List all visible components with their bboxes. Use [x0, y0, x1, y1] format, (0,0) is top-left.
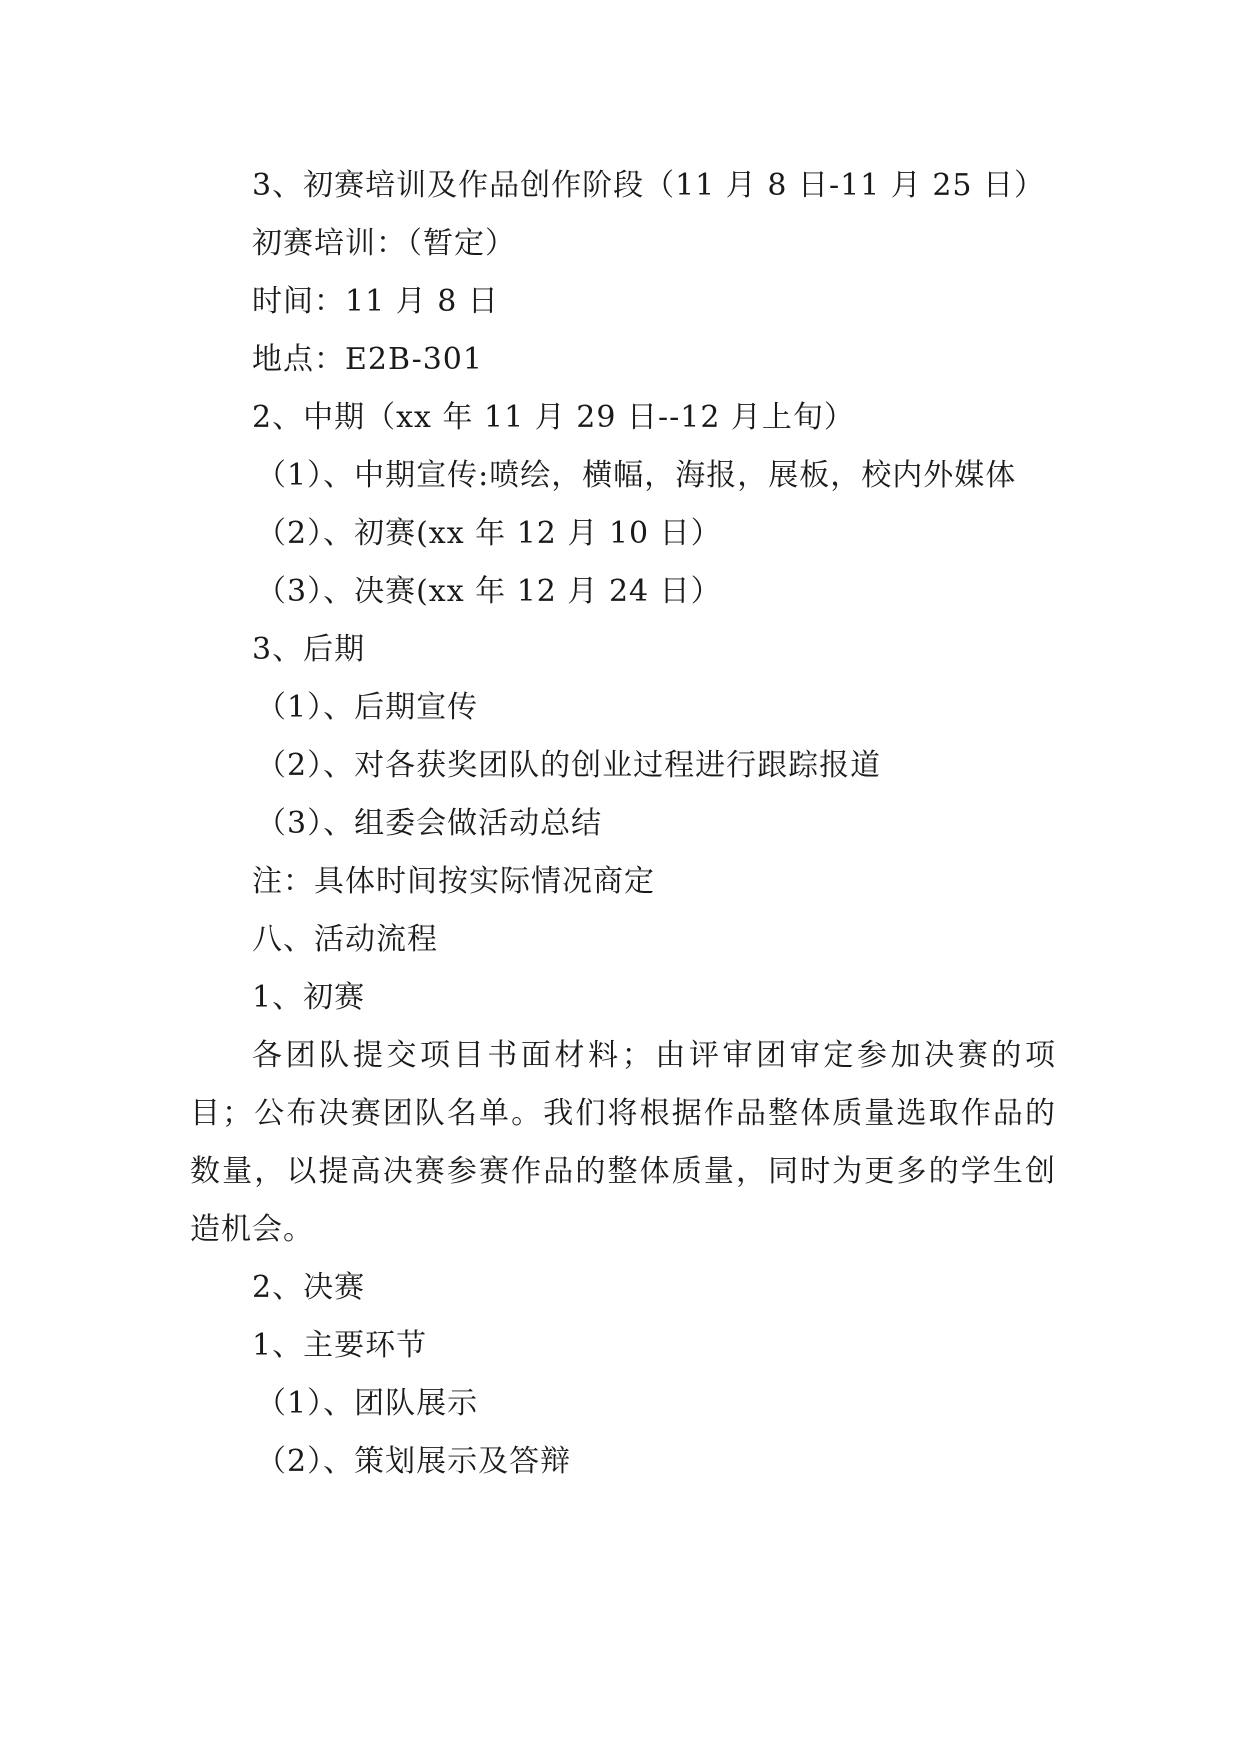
- team-showcase-item: （1）、团队展示: [256, 1386, 479, 1421]
- final-round-item: （3）、决赛(xx 年 12 月 24 日）: [256, 574, 722, 609]
- summary-item: （3）、组委会做活动总结: [256, 806, 603, 841]
- training-label: 初赛培训：（暂定）: [252, 226, 516, 261]
- training-time: 时间：11 月 8 日: [252, 284, 499, 319]
- subheading-final: 2、决赛: [252, 1270, 366, 1305]
- late-publicity-item: （1）、后期宣传: [256, 690, 479, 725]
- note-line: 注：具体时间按实际情况商定: [252, 864, 655, 899]
- section-heading-midterm: 2、中期（xx 年 11 月 29 日--12 月上旬）: [252, 400, 855, 435]
- document-body: [190, 157, 1056, 1491]
- midterm-publicity-item: （1）、中期宣传:喷绘，横幅，海报，展板，校内外媒体: [256, 458, 1017, 493]
- tracking-report-item: （2）、对各获奖团队的创业过程进行跟踪报道: [256, 748, 882, 783]
- subheading-preliminary: 1、初赛: [252, 980, 366, 1015]
- subheading-main-segments: 1、主要环节: [252, 1328, 428, 1363]
- training-location: 地点：E2B-301: [252, 342, 483, 377]
- plan-presentation-item: （2）、策划展示及答辩: [256, 1444, 572, 1479]
- preliminary-round-item: （2）、初赛(xx 年 12 月 10 日）: [256, 516, 722, 551]
- section-heading-activity-flow: 八、活动流程: [252, 922, 438, 957]
- preliminary-description-paragraph: 各团队提交项目书面材料；由评审团审定参加决赛的项目；公布决赛团队名单。我们将根据作品整体质量选取作品的数量，以提高决赛参赛作品的整体质量，同时为更多的学生创造机会。: [190, 1038, 1056, 1247]
- section-heading-preliminary-training: 3、初赛培训及作品创作阶段（11 月 8 日-11 月 25 日）: [252, 168, 1046, 203]
- section-heading-late-stage: 3、后期: [252, 632, 366, 667]
